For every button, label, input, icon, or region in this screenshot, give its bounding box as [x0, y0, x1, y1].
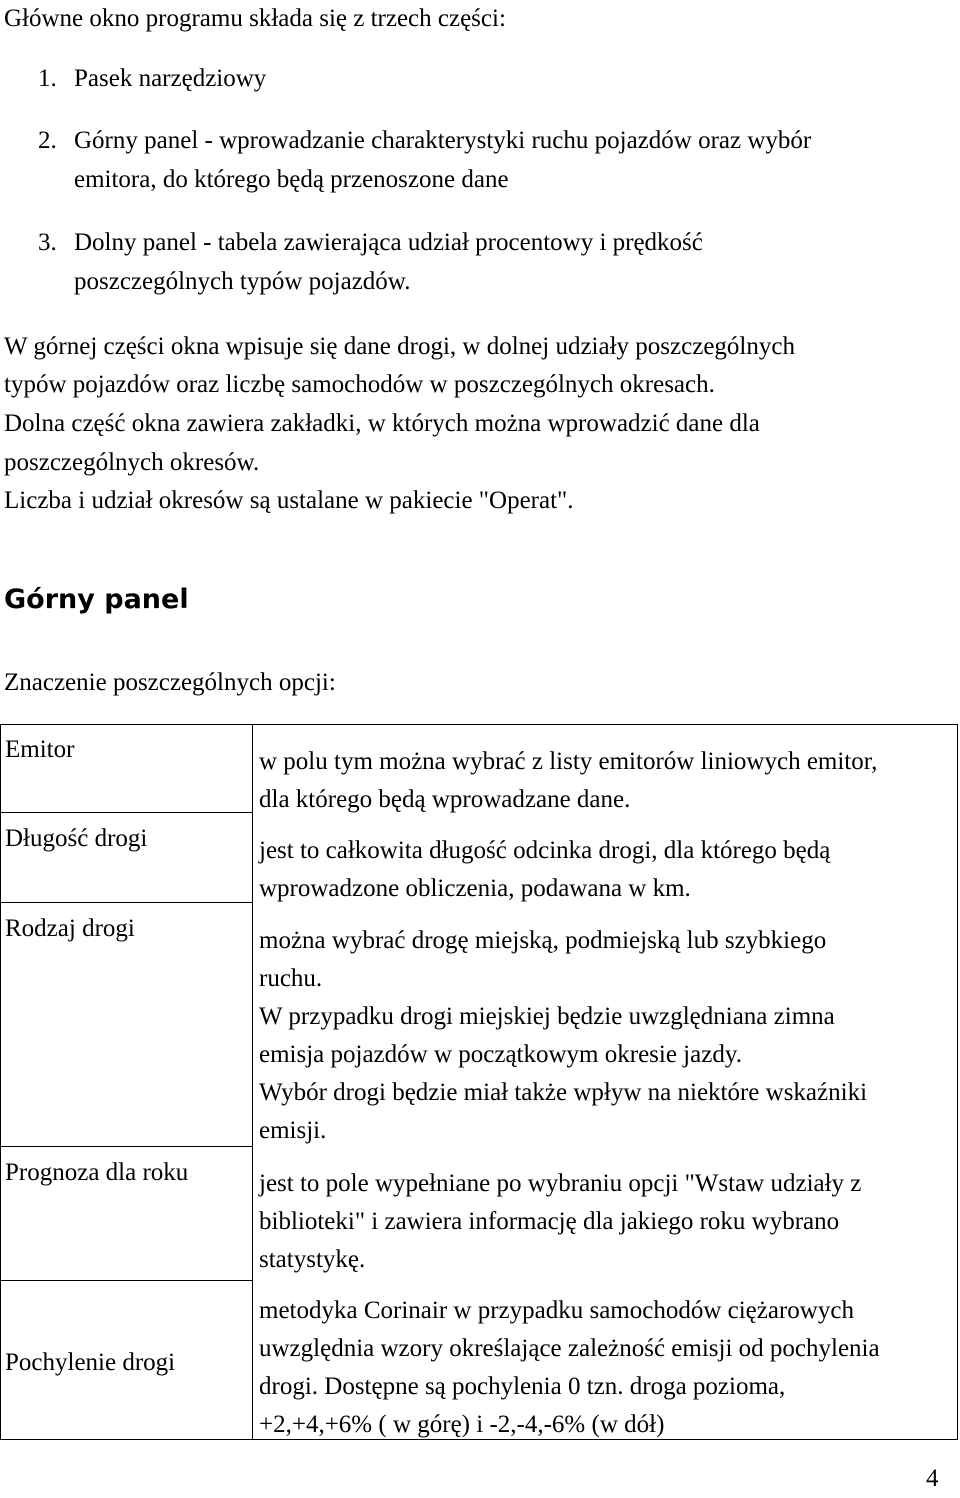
row-divider: [1, 902, 252, 903]
section-heading: Górny panel: [4, 584, 189, 615]
column-divider: [252, 725, 253, 1439]
option-desc-forecast-year: jest to pole wypełniane po wybraniu opcji "Wstaw udziały z biblioteki" i zawiera informację dla jakiego roku wybrano statystykę.: [259, 1170, 862, 1273]
page-number: 4: [926, 1465, 939, 1492]
option-label-road-slope: Pochylenie drogi: [5, 1349, 176, 1376]
intro-text: Główne okno programu składa się z trzech części:: [4, 5, 506, 32]
row-divider: [1, 812, 252, 813]
list-item-text: Górny panel - wprowadzanie charakterystyki ruchu pojazdów oraz wybór: [74, 127, 812, 154]
subheading: Znaczenie poszczególnych opcji:: [4, 669, 336, 696]
list-item-text: Pasek narzędziowy: [74, 65, 267, 92]
option-label-road-type: Rodzaj drogi: [5, 915, 135, 942]
list-item-text: Dolny panel - tabela zawierająca udział procentowy i prędkość: [74, 229, 703, 256]
option-label-road-length: Długość drogi: [5, 825, 148, 852]
options-table: [0, 724, 958, 1440]
option-desc-road-slope: metodyka Corinair w przypadku samochodów ciężarowych uwzględnia wzory określające zależność emisji od pochylenia drogi. Dostępne są pochylenia 0 tzn. droga pozioma, +2,+4,+6% ( w górę) i -2,-4,-6% (w dół): [259, 1297, 880, 1438]
option-label-forecast-year: Prognoza dla roku: [5, 1159, 189, 1186]
option-desc-emitor: w polu tym można wybrać z listy emitorów liniowych emitor, dla którego będą wprowadzane dane.: [259, 748, 878, 813]
row-divider: [1, 1280, 252, 1281]
option-desc-road-type: można wybrać drogę miejską, podmiejską lub szybkiego ruchu. W przypadku drogi miejskiej będzie uwzględniana zimna emisja pojazdów w początkowym okresie jazdy. Wybór drogi będzie miał także wpływ na niektóre wskaźniki emisji.: [259, 927, 868, 1144]
row-divider: [1, 1146, 252, 1147]
option-label-emitor: Emitor: [5, 736, 75, 763]
option-desc-road-length: jest to całkowita długość odcinka drogi, dla którego będą wprowadzone obliczenia, podawana w km.: [259, 837, 831, 902]
